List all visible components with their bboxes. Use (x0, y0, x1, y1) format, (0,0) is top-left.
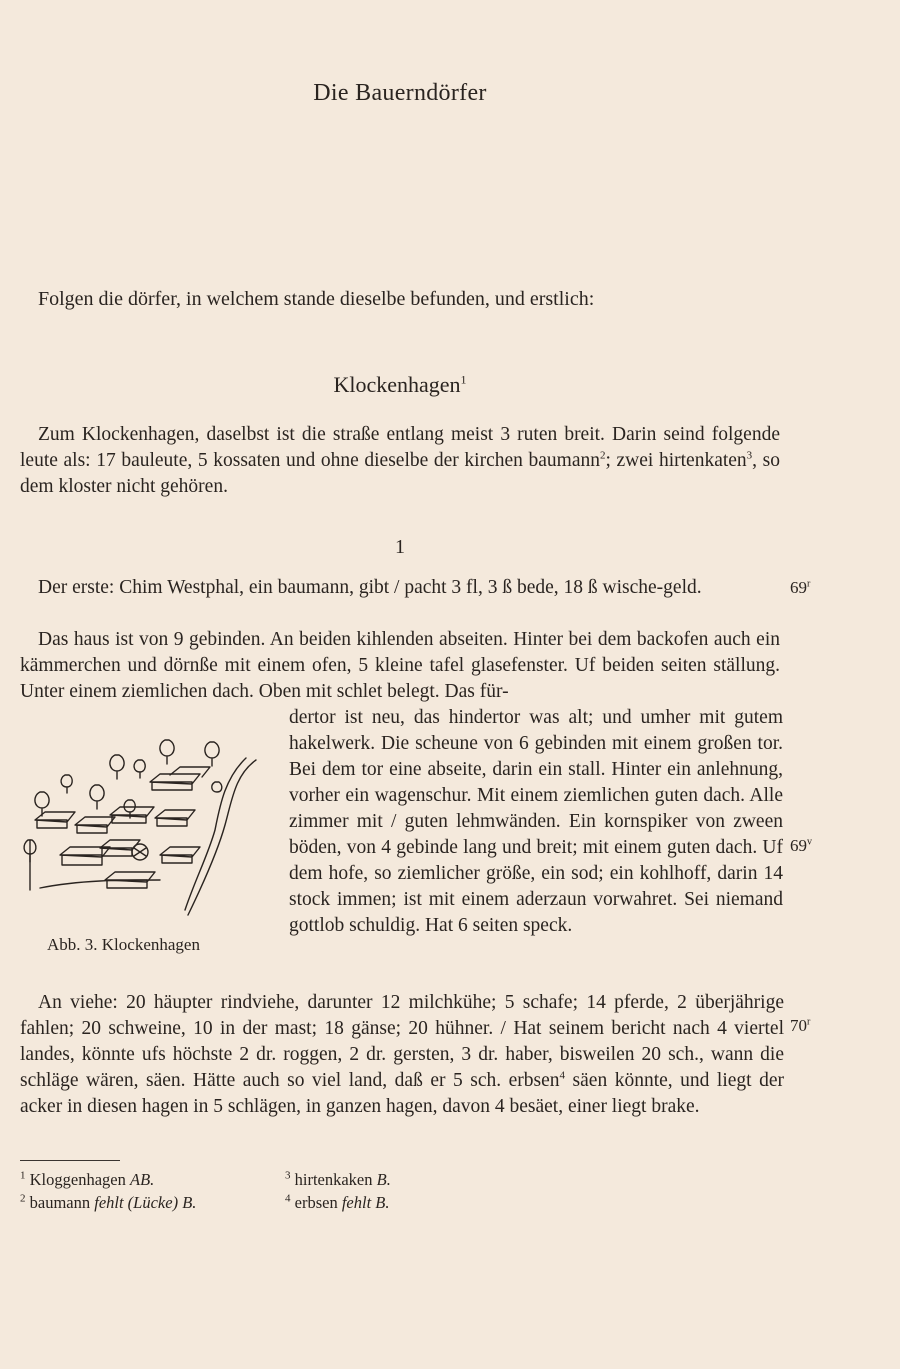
folio-note-69v: 69$^v$ (790, 836, 812, 855)
entry-number: 1 (395, 536, 405, 558)
entry-paragraph-farm: dertor ist neu, das hindertor was alt; und umher mit gutem hakelwerk. Die scheune von 6 gebinden mit einem großen tor. Bei dem tor eine abseite, darin ein stall. Hinter ein anlehnung, vorher ein wagenschur. Mit einem ziemlichen guten dach. Alle zimmer mit / guten lehmwänden. Ein kornspiker von zween böden, von 4 gebinde lang und breit; mit einem guten dach. Uf dem hofe, so ziemlicher größe, ein sod; ein kohlhoff, darin 14 stock immen; ist mit einem aderzaun vorwahret. Sei niemand gottlob schuldig. Hat 6 seiten speck. (289, 707, 783, 936)
entry-paragraph-livestock: An viehe: 20 häupter rindviehe, darunter 12 milchkühe; 5 schafe; 14 pferde, 2 überjährige fahlen; 20 schweine, 10 in der mast; 18 gänse; 20 hühner. / Hat seinem bericht nach 4 viertel landes, könnte ufs höchste 2 dr. roggen, 2 dr. gersten, 3 dr. haber, bisweilen 20 sch., wann die schläge wären, säen. Hätte auch so viel land, daß er 5 sch. erbsen$^4$ säen könnte, und liegt der acker in diesen hagen in 5 schlägen, in ganzen hagen, davon 4 besäet, einer liegt brake. (20, 992, 784, 1117)
village-title (0, 372, 800, 398)
footnote-ref-2: 2 (599, 449, 606, 462)
folio-note-70r: 70$^r$ (790, 1016, 811, 1035)
footnote-2: $^2$ baumann fehlt (Lücke) B. (20, 1192, 197, 1212)
footnote-3: $^3$ hirtenkaken B. (285, 1169, 391, 1189)
footnote-separator (20, 1160, 120, 1161)
intro-sentence: Folgen die dörfer, in welchem stande dieselbe befunden, und erstlich: (38, 288, 595, 310)
village-name: Klockenhagen (333, 372, 461, 397)
footnote-1: $^1$ Kloggenhagen AB. (20, 1169, 155, 1189)
desc-line-2: folgende leute als: 17 bauleute, 5 kossaten und ohne dieselbe der kirchen baumann (20, 424, 780, 471)
figure-caption: Abb. 3. Klockenhagen (47, 935, 200, 954)
folio-note-69r: 69$^r$ (790, 578, 811, 597)
entry-paragraph-house: Das haus ist von 9 gebinden. An beiden kihlenden abseiten. Hinter bei dem backofen auch ein kämmerchen und dörnße mit einem ofen, 5 kleine tafel glasefenster. Uf beiden seiten ställung. Unter einem ziemlichen dach. Oben mit schlet belegt. Das für- (20, 629, 780, 702)
village-description-paragraph: Zum Klockenhagen, daselbst ist die straße entlang meist 3 ruten breit. Darin seind folgende leute als: 17 bauleute, 5 kossaten und ohne dieselbe der kirchen baumann$^2$; zwei hirtenkaten$^3$, so dem kloster nicht gehören. (20, 424, 781, 497)
entry-paragraph-tenant: Der erste: Chim Westphal, ein baumann, gibt / pacht 3 fl, 3 ß bede, 18 ß wische-geld. (38, 577, 702, 598)
footnote-ref-4: 4 (559, 1069, 566, 1082)
desc-line-1: Zum Klockenhagen, daselbst ist die straße entlang meist 3 ruten breit. Darin seind (38, 424, 705, 445)
chapter-title: Die Bauerndörfer (313, 80, 487, 106)
village-sketch-figure (20, 730, 260, 920)
footnote-ref-3: 3 (746, 449, 753, 462)
village-name-footnote-ref: 1 (460, 372, 467, 387)
desc-line-3: zwei hirtenkaten (616, 450, 747, 471)
footnote-4: $^4$ erbsen fehlt B. (285, 1192, 390, 1212)
